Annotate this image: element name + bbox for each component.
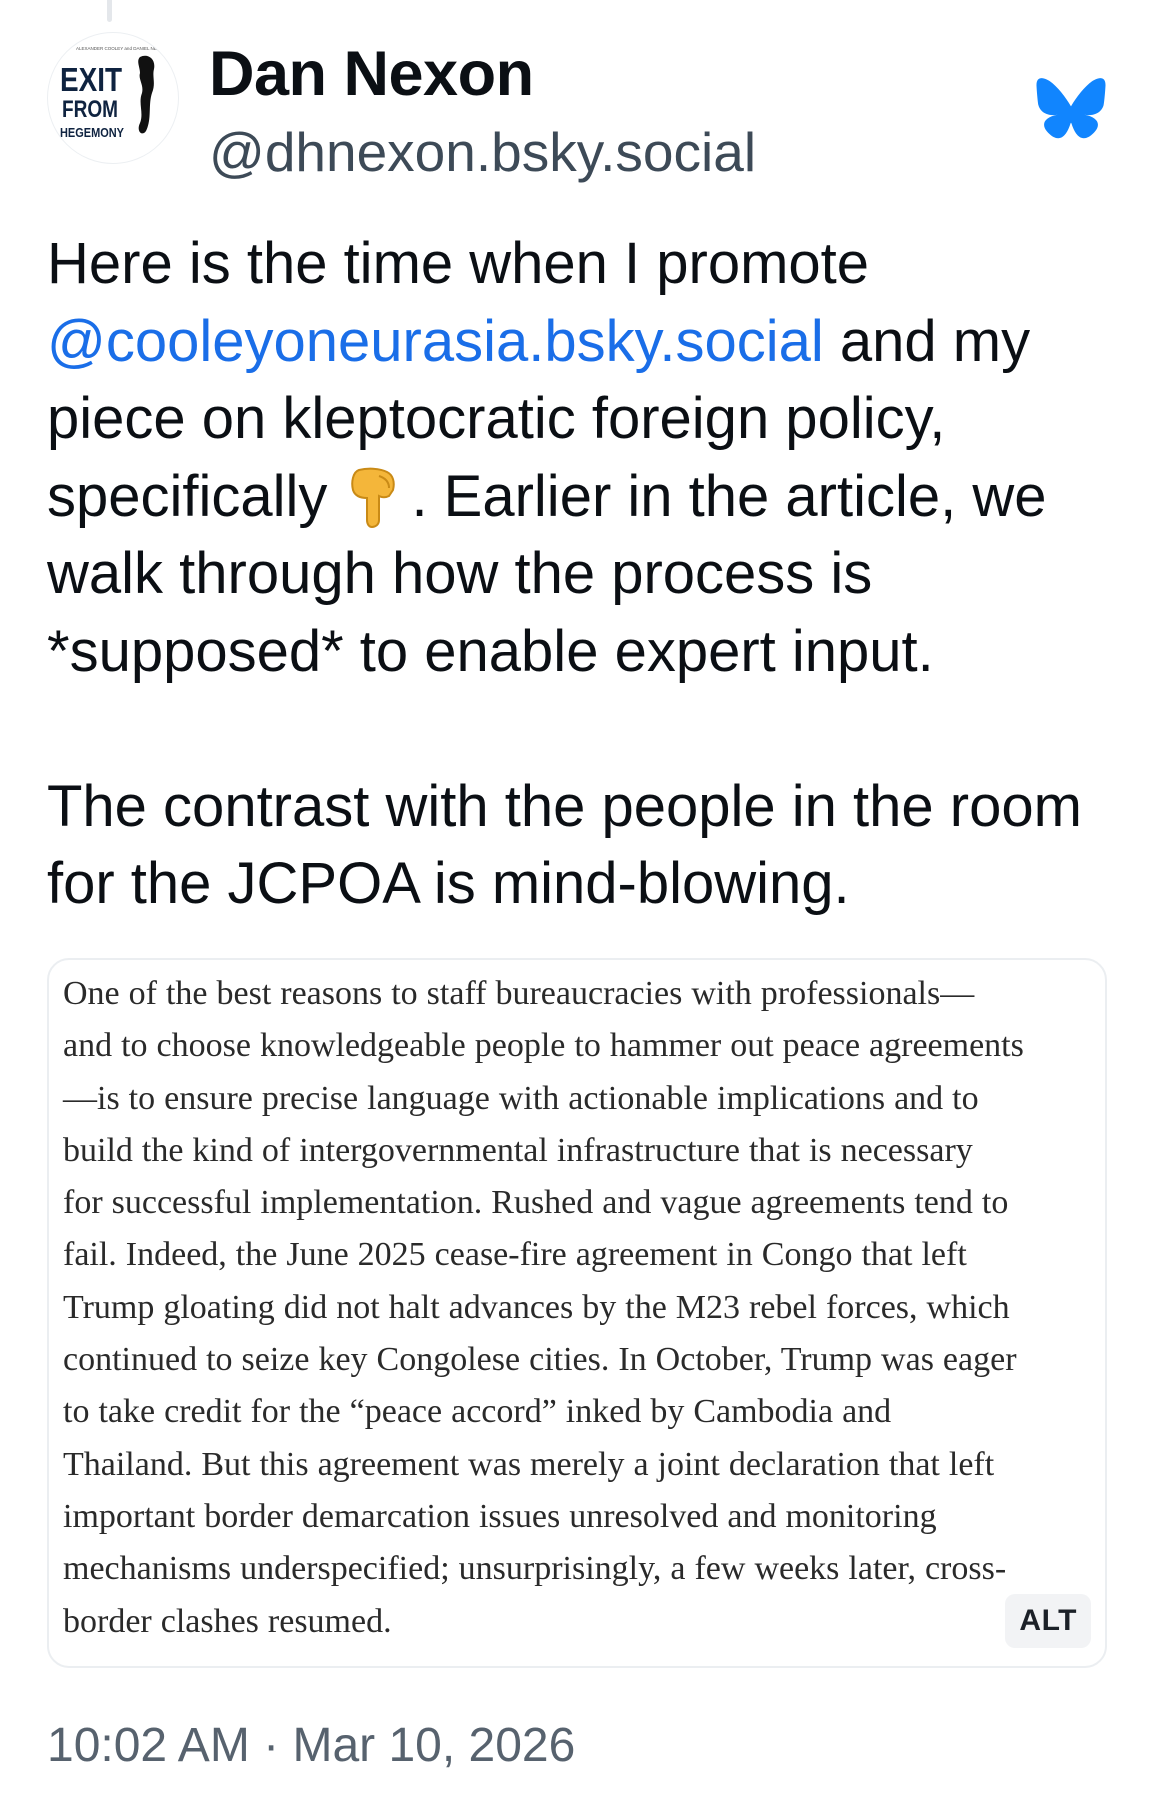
image-text-line: build the kind of intergovernmental infrastructure that is necessary — [63, 1131, 973, 1169]
bluesky-butterfly-icon[interactable] — [1036, 78, 1106, 140]
mention-link[interactable]: @cooleyoneurasia.bsky.social — [47, 308, 824, 374]
avatar-authors-text: ALEXANDER COOLEY and DANIEL NEXON — [76, 46, 167, 51]
author-handle[interactable]: @dhnexon.bsky.social — [209, 121, 757, 183]
post-text-end: . Earlier in the article, we walk through how the process is *supposed* to enable expert input. — [47, 463, 1047, 684]
embedded-image-card[interactable] — [47, 958, 1107, 1668]
backhand-index-pointing-down-emoji-icon — [345, 466, 401, 528]
book-cover-avatar-icon — [48, 33, 178, 163]
author-display-name[interactable]: Dan Nexon — [209, 39, 534, 109]
image-text-line: for successful implementation. Rushed and vague agreements tend to — [63, 1184, 1009, 1222]
post-text-intro: Here is the time when I promote — [47, 231, 870, 296]
image-text-line: —is to ensure precise language with actionable implications and to — [63, 1079, 979, 1117]
image-text-line: and to choose knowledgeable people to hammer out peace agreements — [63, 1027, 1024, 1065]
thread-connector-line — [107, 0, 112, 22]
silhouette-figure — [138, 56, 154, 134]
image-text-line: continued to seize key Congolese cities. In October, Trump was eager — [63, 1341, 1017, 1379]
image-text-line: Trump gloating did not halt advances by the M23 rebel forces, which — [63, 1288, 1010, 1326]
image-text-line: mechanisms underspecified; unsurprisingly, a few weeks later, cross- — [63, 1550, 1007, 1588]
avatar-title-from: FROM — [62, 96, 118, 123]
avatar-title-hegemony: HEGEMONY — [60, 125, 125, 140]
image-text-line: One of the best reasons to staff bureaucracies with professionals— — [63, 975, 975, 1012]
image-text-line: to take credit for the “peace accord” inked by Cambodia and — [63, 1393, 892, 1431]
post-timestamp[interactable]: 10:02 AM · Mar 10, 2026 — [47, 1719, 576, 1772]
image-text-line: important border demarcation issues unresolved and monitoring — [63, 1497, 937, 1535]
image-text-line: Thailand. But this agreement was merely a joint declaration that left — [63, 1445, 995, 1483]
image-text-excerpt — [63, 968, 1143, 1648]
post-text-middle: and my piece on kleptocratic foreign policy, specifically — [47, 308, 1031, 529]
post-paragraph-1 — [47, 225, 1137, 690]
image-text-line: border clashes resumed. — [63, 1602, 392, 1640]
author-avatar[interactable] — [47, 32, 179, 164]
image-text-line: fail. Indeed, the June 2025 cease-fire agreement in Congo that left — [63, 1236, 967, 1274]
post-paragraph-2: The contrast with the people in the room for the JCPOA is mind-blowing. — [47, 773, 1082, 916]
avatar-title-exit: EXIT — [60, 61, 122, 98]
alt-text-button[interactable]: ALT — [1005, 1594, 1091, 1648]
post-text — [47, 225, 1137, 923]
